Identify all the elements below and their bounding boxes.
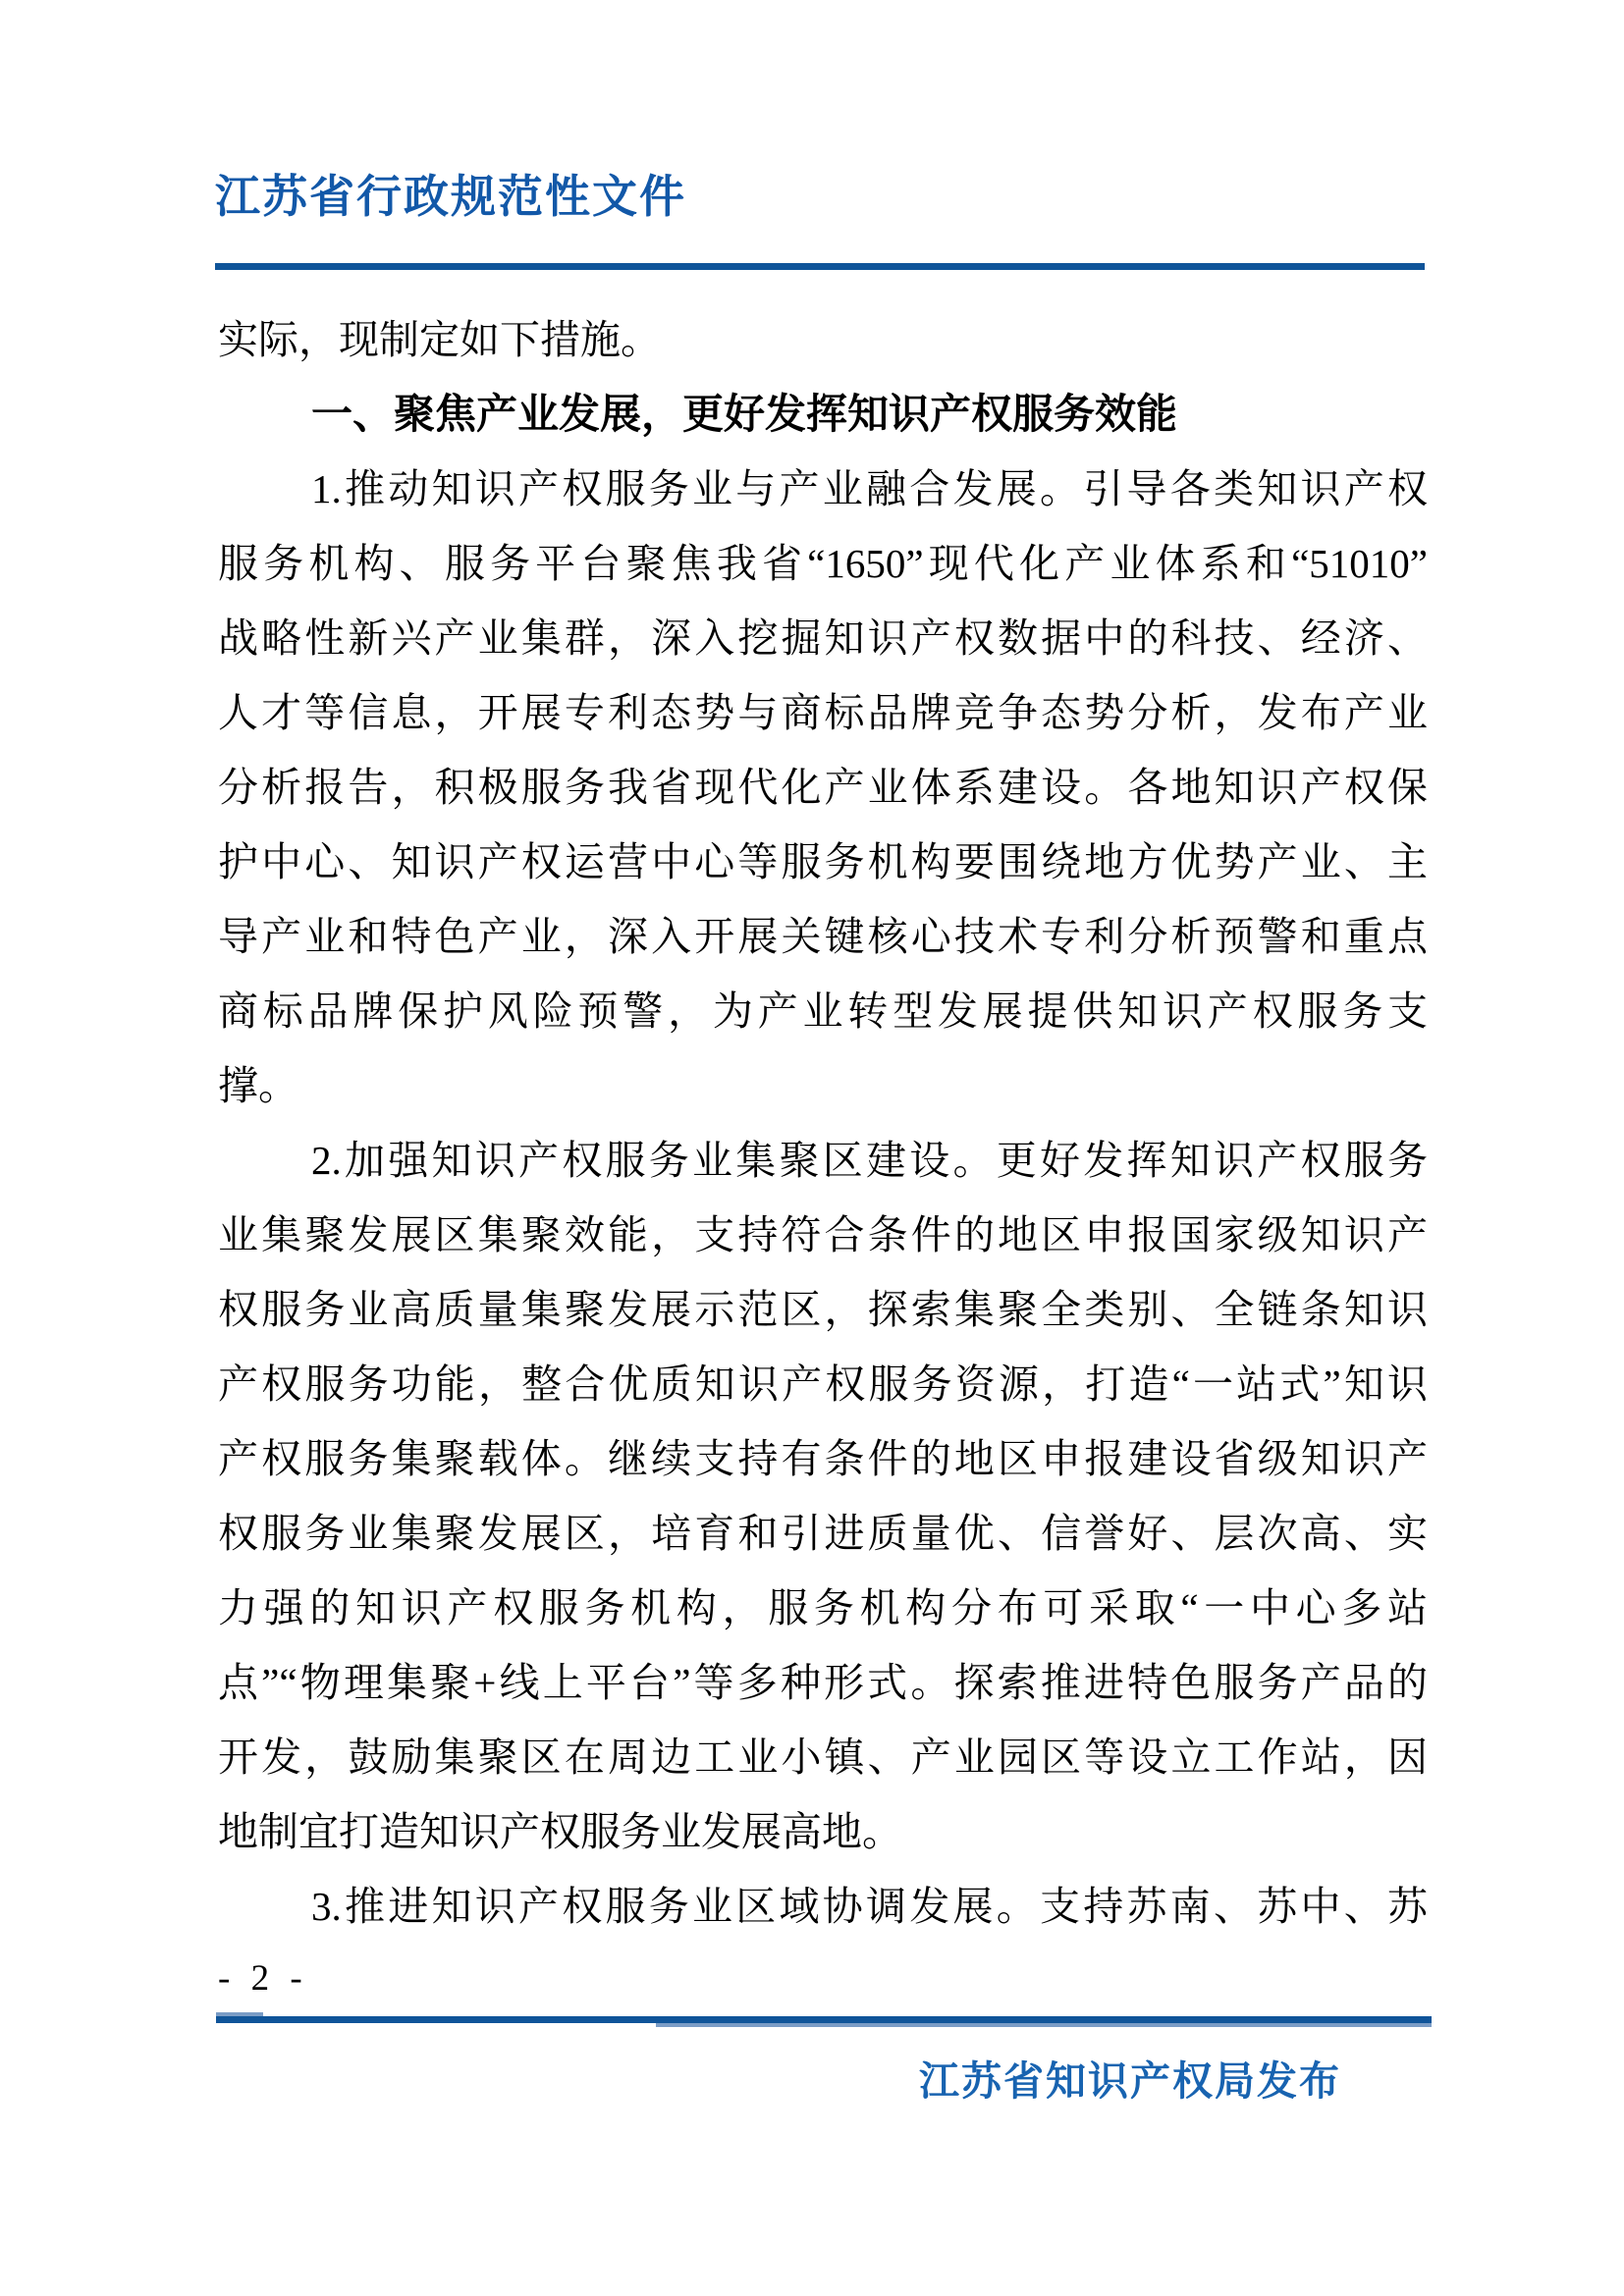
text-line: 力强的知识产权服务机构，服务机构分布可采取“一中心多站 xyxy=(218,1585,1428,1630)
text-line: 开发，鼓励集聚区在周边工业小镇、产业园区等设立工作站，因 xyxy=(218,1735,1428,1780)
text-line: 撑。 xyxy=(218,1063,298,1108)
footer-rule xyxy=(216,2016,1432,2023)
text-line: 分析报告，积极服务我省现代化产业体系建设。各地知识产权保 xyxy=(218,765,1428,810)
footer-rule-light-cap xyxy=(216,2012,263,2016)
section-heading: 一、聚焦产业发展，更好发挥知识产权服务效能 xyxy=(311,391,1178,437)
text-line: 权服务业高质量集聚发展示范区，探索集聚全类别、全链条知识 xyxy=(218,1287,1428,1332)
text-line: 1.推动知识产权服务业与产业融合发展。引导各类知识产权 xyxy=(311,466,1428,511)
text-line: 点”“物理集聚+线上平台”等多种形式。探索推进特色服务产品的 xyxy=(218,1660,1428,1705)
text-line: 权服务业集聚发展区，培育和引进质量优、信誉好、层次高、实 xyxy=(218,1511,1428,1556)
text-line: 2.加强知识产权服务业集聚区建设。更好发挥知识产权服务 xyxy=(311,1138,1428,1183)
text-line: 业集聚发展区集聚效能，支持符合条件的地区申报国家级知识产 xyxy=(218,1212,1428,1257)
text-line: 3.推进知识产权服务业区域协调发展。支持苏南、苏中、苏 xyxy=(311,1884,1428,1929)
footer-rule-light-segment xyxy=(656,2023,1432,2027)
text-line: 护中心、知识产权运营中心等服务机构要围绕地方优势产业、主 xyxy=(218,839,1428,884)
text-line: 实际，现制定如下措施。 xyxy=(218,317,661,362)
text-line: 战略性新兴产业集群，深入挖掘知识产权数据中的科技、经济、 xyxy=(218,615,1428,661)
text-line: 地制宜打造知识产权服务业发展高地。 xyxy=(218,1809,902,1854)
document-body xyxy=(218,302,1428,1944)
text-line: 产权服务功能，整合优质知识产权服务资源，打造“一站式”知识 xyxy=(218,1362,1428,1407)
page-title: 江苏省行政规范性文件 xyxy=(215,172,686,222)
page-number: - 2 - xyxy=(218,1958,308,1999)
text-line: 人才等信息，开展专利态势与商标品牌竞争态势分析，发布产业 xyxy=(218,690,1428,735)
text-line: 服务机构、服务平台聚焦我省“1650”现代化产业体系和“51010” xyxy=(218,541,1428,586)
text-line: 导产业和特色产业，深入开展关键核心技术专利分析预警和重点 xyxy=(218,914,1428,959)
text-line: 产权服务集聚载体。继续支持有条件的地区申报建设省级知识产 xyxy=(218,1436,1428,1481)
header-rule xyxy=(215,263,1425,270)
publisher-label: 江苏省知识产权局发布 xyxy=(919,2058,1341,2104)
text-line: 商标品牌保护风险预警，为产业转型发展提供知识产权服务支 xyxy=(218,988,1428,1034)
